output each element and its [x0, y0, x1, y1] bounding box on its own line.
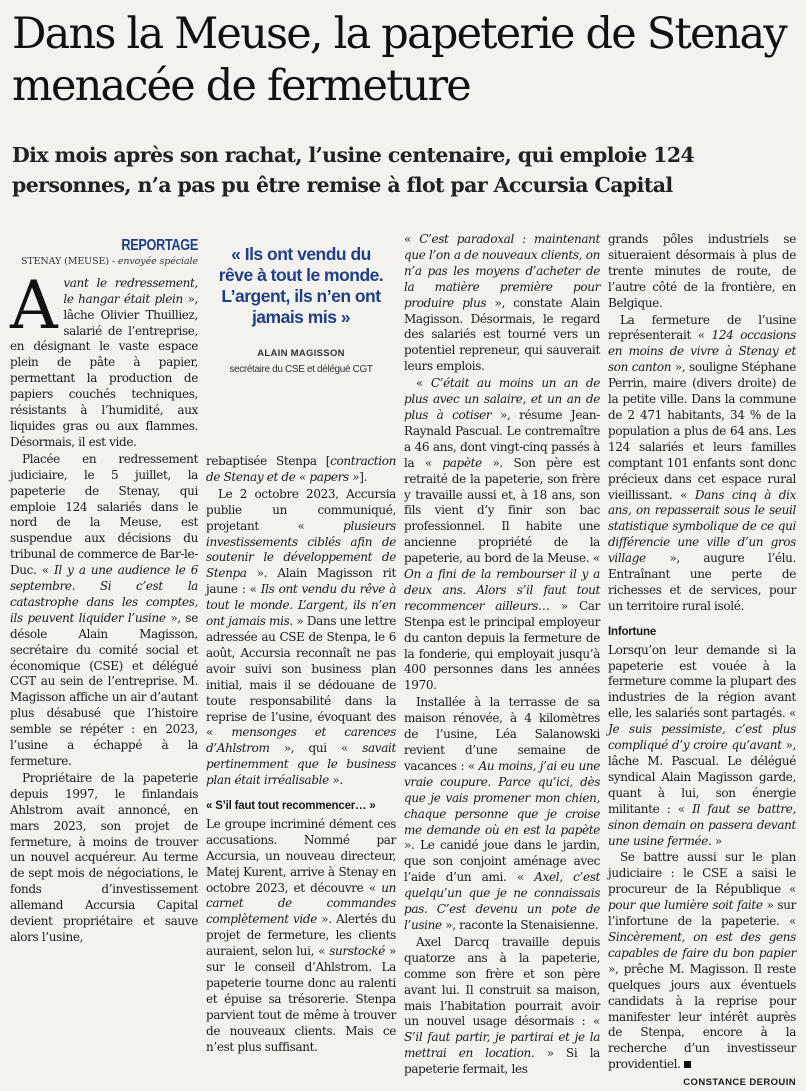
paragraph: Avant le redressement, le hangar était plein », lâche Olivier Thuilliez, salarié de l’entreprise, en désignant le vaste espace plein de pâte à papier, permettant la production de papiers couchés techniques, résistants à l’humidité, aux liquides gras ou aux flammes. Désormais, il est vide.: [10, 266, 198, 449]
pullquote-author: ALAIN MAGISSON: [257, 348, 345, 359]
article-column-4: [608, 232, 796, 1091]
paragraph: Se battre aussi sur le plan judiciaire : le CSE a saisi le procureur de la République « pour que lumière soit faite » sur l’infortune de la papeterie. « Sincèrement, on est des gens capables de faire du bon papier », prêche M. Magisson. Il reste quelques jours aux éventuels candidats à la reprise pour manifester leur intérêt auprès de Stenpa, encore à la recherche d’un investisseur providentiel.: [608, 850, 796, 1072]
subhead: Infortune: [608, 625, 657, 638]
dropcap: A: [10, 266, 58, 344]
end-mark-icon: [684, 1061, 691, 1068]
dateline: STENAY (MEUSE) - envoyée spéciale: [20, 255, 198, 267]
dateline-place: STENAY (MEUSE): [20, 255, 109, 267]
author-signature: CONSTANCE DEROUIN: [683, 1077, 796, 1089]
article-column-3: [404, 232, 600, 1079]
paragraph: rebaptisée Stenpa [contraction de Stenay et de « papers »].: [206, 454, 396, 484]
paragraph: Axel Darcq travaille depuis quatorze ans à la papeterie, comme son frère et son père avant lui. Il construit sa maison, mais l’habitation pourrait avoir un nouvel usage désormais : « S’il faut partir, je partirai et je la mettrai en location. » Si la papeterie fermait, les: [404, 934, 600, 1077]
pullquote-role: secrétaire du CSE et délégué CGT: [229, 363, 373, 375]
dateline-note: envoyée spéciale: [117, 255, 198, 267]
pullquote-text: « Ils ont vendu du rêve à tout le monde. L’argent, ils n’en ont jamais mis »: [218, 244, 384, 327]
paragraph: La fermeture de l’usine représenterait « 124 occasions en moins de vivre à Stenay et son canton », souligne Stéphane Perrin, maire (divers droite) de la petite ville. Dans la commune de 2 471 habitants, 34 % de la population a plus de 64 ans. Les 124 salariés et leurs familles comptant 101 enfants sont donc précieux dans cet espace rural vieillissant. « Dans cinq à dix ans, on repasserait sous le seuil statistique symbolique de ce qui différencie une ville d’un gros village », augure l’élu. Entraînant une perte de richesses et de services, pour un territoire rural isolé.: [608, 312, 797, 613]
article-column-1: [10, 232, 198, 947]
paragraph: Le groupe incriminé dément ces accusations. Nommé par Accursia, un nouveau directeur, Matej Kurent, arrive à Stenay en octobre 2023, et découvre « un carnet de commandes complètement vide ». Alertés du projet de fermeture, les clients auraient, selon lui, « surstocké » sur le conseil d’Ahlstrom. La papeterie tourne donc au ralenti et épuise sa trésorerie. Stenpa parvient tout de même à trouver de nouveaux clients. Mais ce n’est plus suffisant.: [206, 816, 396, 1054]
kicker: REPORTAGE: [121, 237, 198, 254]
headline: Dans la Meuse, la papeterie de Stenay menacée de fermeture: [12, 9, 786, 111]
subhead: « S’il faut tout recommencer… »: [206, 800, 376, 813]
paragraph: grands pôles industriels se situeraient désormais à plus de trente minutes de route, de l’autre côté de la frontière, en Belgique.: [608, 232, 796, 310]
subtitle: Dix mois après son rachat, l’usine centenaire, qui emploie 124 personnes, n’a pas pu être remise à flot par Accursia Capital: [12, 143, 695, 197]
paragraph: Lorsqu’on leur demande si la papeterie est vouée à la fermeture comme la plupart des industries de la région avant elle, les salariés sont partagés. « Je suis pessimiste, c’est plus compliqué d’y croire qu’avant », lâche M. Pascual. Le délégué syndical Alain Magisson garde, quant à lui, son énergie militante : « Il faut se battre, sinon demain on passera devant une usine fermée. »: [608, 642, 797, 848]
paragraph: Le 2 octobre 2023, Accursia publie un communiqué, projetant « plusieurs investissements ciblés afin de soutenir le développement de Stenpa ». Alain Magisson rit jaune : « Ils ont vendu du rêve à tout le monde. L’argent, ils n’en ont jamais mis. » Dans une lettre adressée au CSE de Stenpa, le 6 août, Accursia reconnaît ne pas avoir suivi son business plan initial, mais il se dédouane de toute responsabilité dans la reprise de l’usine, évoquant des « mensonges et carences d’Ahlstrom », qui « savait pertinemment que le business plan était irréalisable ».: [206, 486, 397, 788]
article-column-2: [206, 232, 396, 1057]
paragraph: Placée en redressement judiciaire, le 5 juillet, la papeterie de Stenay, qui emploie 124 salariés dans le nord de la Meuse, est suspendue aux décisions du tribunal de commerce de Bar-le-Duc. « Il y a une audience le 6 septembre. Si c’est la catastrophe dans les comptes, ils peuvent liquider l’usine », se désole Alain Magisson, secrétaire du comité social et économique (CSE) et délégué CGT au sein de l’entreprise. M. Magisson affiche un air d’autant plus désabusé que l’histoire semble se répéter : en 2023, l’usine a échappé à la fermeture.: [10, 451, 199, 768]
paragraph: Installée à la terrasse de sa maison rénovée, à 4 kilomètres de l’usine, Léa Salanowski revient d’une semaine de vacances : « Au moins, j’ai eu une vraie coupure. Parce qu’ici, dès que je vais promener mon chien, chaque personne que je croise me demande où en est la papète ». Le canidé joue dans le jardin, que son conjoint aménage avec l’aide d’un ami. « Axel, c’est quelqu’un que je ne connaissais pas. C’est devenu un pote de l’usine », raconte la Stenaisienne.: [404, 695, 600, 932]
pullquote: [206, 232, 396, 454]
paragraph: Propriétaire de la papeterie depuis 1997, le finlandais Ahlstrom avait annoncé, en mars 2023, son projet de fermeture, à moins de trouver un nouvel acquéreur. Au terme de sept mois de négociations, le fonds d’investissement allemand Accursia Capital devient propriétaire et sauve alors l’usine,: [10, 770, 198, 944]
paragraph: « C’est paradoxal : maintenant que l’on a de nouveaux clients, on n’a pas les moyens d’acheter de la matière première pour produire plus », constate Alain Magisson. Désormais, le regard des salariés est tourné vers un potentiel repreneur, qui sauverait leurs emplois.: [404, 232, 600, 374]
paragraph: « C’était au moins un an de plus avec un salaire, et un an de plus à cotiser », résume Jean-Raynald Pascual. Le contremaître a 46 ans, dont vingt-cinq passés à la « papète ». Son père est retraité de la papeterie, son frère y travaille aussi et, à 18 ans, son fils vient d’y finir son bac professionnel. Il habite une ancienne propriété de la papeterie, au bord de la Meuse. « On a fini de la rembourser il y a deux ans. Alors s’il faut tout recommencer ailleurs… » Car Stenpa est le principal employeur du canton depuis la fermeture de la fonderie, qui employait jusqu’à 400 personnes dans les années 1970.: [404, 376, 600, 693]
